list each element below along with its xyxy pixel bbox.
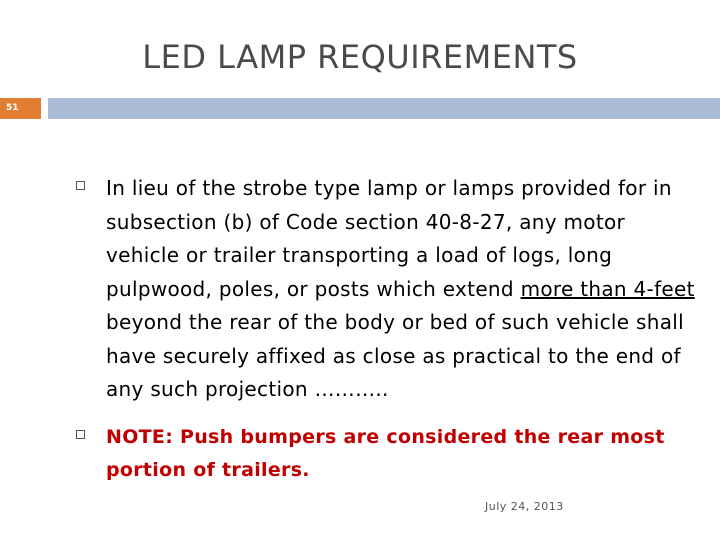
bullet-text bbox=[106, 172, 696, 407]
note-text: NOTE: Push bumpers are considered the rear most portion of trailers. bbox=[106, 425, 665, 481]
bullet-text-part: In lieu of the strobe type lamp or lamps provided for in subsection (b) of Code section 40-8-27, any motor vehicle or trailer transporting a load of logs, long pulpwood, poles, or posts which extend bbox=[106, 176, 672, 301]
square-bullet-icon bbox=[76, 430, 85, 439]
bullet-item-lamp-requirement bbox=[76, 172, 696, 407]
underlined-text: more than 4-feet bbox=[520, 276, 695, 301]
bullet-list bbox=[76, 172, 696, 502]
square-bullet-icon bbox=[76, 181, 85, 190]
slide-title: LED LAMP REQUIREMENTS bbox=[142, 38, 578, 76]
bullet-item-note bbox=[76, 421, 696, 488]
footer-date: July 24, 2013 bbox=[485, 500, 564, 513]
slide-number-badge: 51 bbox=[0, 98, 41, 119]
bullet-text-part: beyond the rear of the body or bed of such vehicle shall have securely affixed as close as practical to the end of any such projection ……….. bbox=[106, 310, 685, 401]
title-divider-bar bbox=[48, 98, 720, 119]
